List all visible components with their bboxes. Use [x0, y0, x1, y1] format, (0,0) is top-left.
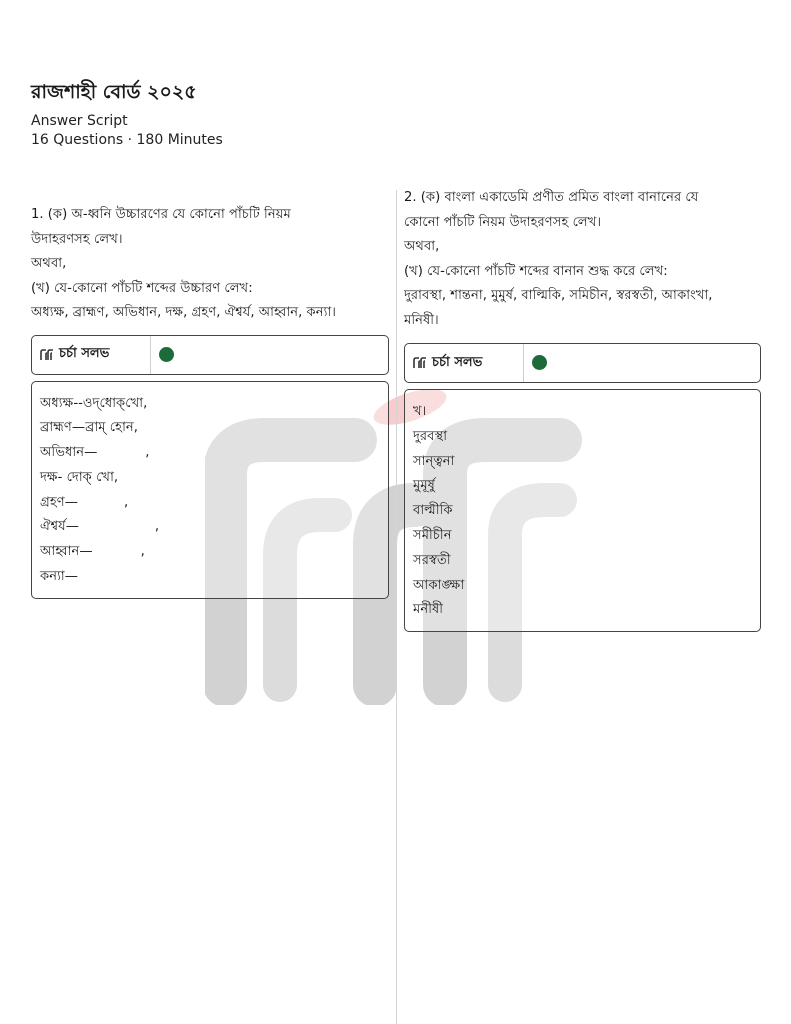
badge-separator — [523, 344, 524, 382]
question-2-text — [404, 186, 761, 333]
solution-badge-bar[interactable] — [404, 343, 761, 383]
page-title: রাজশাহী বোর্ড ২০২৫ — [31, 81, 197, 103]
answer-line: সান্ত্বনা — [413, 453, 455, 469]
page-meta: 16 Questions · 180 Minutes — [31, 132, 223, 148]
answer-box — [31, 381, 389, 599]
answer-line: খ। — [413, 404, 427, 419]
question-line: (খ) যে-কোনো পাঁচটি শব্দের বানান শুদ্ধ করে লেখ: — [404, 263, 668, 279]
solution-badge-label: চর্চা সলভ — [432, 354, 483, 370]
question-line: মনিষী। — [404, 312, 439, 328]
answer-line: বাল্মীকি — [413, 503, 453, 519]
question-line: উদাহরণসহ লেখ। — [31, 231, 123, 247]
question-2-column — [404, 186, 761, 632]
question-1-column — [31, 203, 389, 599]
question-line: অধ্যক্ষ, ব্রাহ্মণ, অভিধান, দক্ষ, গ্রহণ, ঐশ্বর্য, আহ্বান, কন্যা। — [31, 305, 336, 320]
status-dot — [159, 347, 174, 362]
column-divider — [396, 190, 397, 1024]
solution-badge-label: চর্চা সলভ — [59, 346, 110, 361]
status-dot — [532, 355, 547, 370]
answer-line: ঐশ্বর্য— , — [40, 519, 160, 535]
question-line: 1. (ক) অ-ধ্বনি উচ্চারণের যে কোনো পাঁচটি নিয়ম — [31, 207, 291, 222]
page-subtitle: Answer Script — [31, 113, 128, 129]
question-line: অথবা, — [31, 256, 67, 271]
answer-line: কন্যা— — [40, 569, 78, 585]
answer-line: সরস্বতী — [413, 552, 451, 568]
answer-line: মুমূর্ষু — [413, 478, 435, 494]
answer-line: আহ্বান— , — [40, 544, 145, 560]
badge-separator — [150, 336, 151, 374]
answer-line: দুরবস্থা — [413, 428, 448, 444]
question-line: অথবা, — [404, 239, 440, 254]
answer-line: আকাঙ্ক্ষা — [413, 577, 465, 593]
question-line: (খ) যে-কোনো পাঁচটি শব্দের উচ্চারণ লেখ: — [31, 280, 253, 296]
brand-logo-icon — [413, 357, 427, 369]
answer-line: সমীচীন — [413, 527, 452, 543]
brand-logo-icon — [40, 349, 54, 361]
answer-line: ব্রাহ্মণ—ব্রাম্‌ হোন, — [40, 420, 138, 436]
answer-box — [404, 389, 761, 632]
solution-badge-bar[interactable] — [31, 335, 389, 375]
answer-line: অধ্যক্ষ--ওদ্‌ধোক্‌খো, — [40, 395, 148, 411]
question-1-text — [31, 203, 389, 326]
question-line: 2. (ক) বাংলা একাডেমি প্রণীত প্রমিত বাংলা বানানের যে — [404, 190, 699, 205]
answer-line: মনীষী — [413, 602, 444, 618]
answer-line: দক্ষ- দোক্‌ খো, — [40, 469, 119, 485]
header — [31, 80, 223, 150]
answer-line: গ্রহণ— , — [40, 494, 129, 510]
question-line: কোনো পাঁচটি নিয়ম উদাহরণসহ লেখ। — [404, 214, 602, 230]
question-line: দুরাবস্থা, শান্তনা, মুমুর্ষ, বাল্মিকি, সমিচীন, স্বরস্বতী, আকাংখা, — [404, 288, 713, 303]
answer-line: অভিধান— , — [40, 445, 150, 461]
